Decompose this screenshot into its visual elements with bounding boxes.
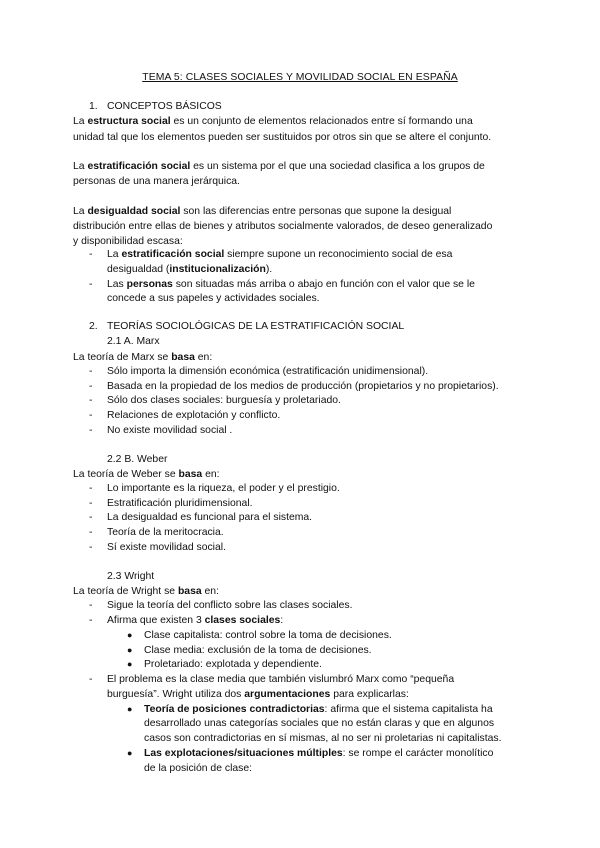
bullet-item: ● Proletariado: explotada y dependiente. (127, 659, 322, 670)
weber-intro: La teoría de Weber se basa en: (73, 469, 220, 480)
list-item: - El problema es la clase media que también vislumbró Marx como “pequeña (89, 674, 455, 685)
bullet-item-cont: de la posición de clase: (144, 763, 253, 774)
list-item-cont: burguesía”. Wright utiliza dos argumentaciones para explicarlas: (107, 689, 409, 700)
list-item: - La desigualdad es funcional para el sistema. (89, 512, 313, 523)
list-item: - Sólo importa la dimensión económica (estratificación unidimensional). (89, 366, 429, 377)
paragraph-desigualdad-cont: distribución entre ellas de bienes y atributos socialmente valorados, de deseo generalizado (73, 221, 493, 232)
list-item: - Relaciones de explotación y conflicto. (89, 410, 281, 421)
paragraph-estratificacion-cont: personas de una manera jerárquica. (73, 176, 240, 187)
subsection-weber: 2.2 B. Weber (107, 454, 168, 465)
marx-intro: La teoría de Marx se basa en: (73, 352, 213, 363)
list-item: - No existe movilidad social . (89, 425, 233, 436)
wright-intro: La teoría de Wright se basa en: (73, 586, 219, 597)
section-heading-1: 1. CONCEPTOS BÁSICOS (89, 101, 222, 112)
paragraph-estructura: La estructura social es un conjunto de elementos relacionados entre sí formando una (73, 116, 473, 127)
section-heading-2: 2. TEORÍAS SOCIOLÓGICAS DE LA ESTRATIFICACIÓN SOCIAL (89, 321, 405, 332)
list-item: - Sí existe movilidad social. (89, 542, 226, 553)
list-item: - Afirma que existen 3 clases sociales: (89, 615, 284, 626)
bullet-item-cont: desarrollado unas categorías sociales que no están claras y que en algunos (144, 718, 495, 729)
paragraph-estratificacion: La estratificación social es un sistema por el que una sociedad clasifica a los grupos de (73, 161, 485, 172)
subsection-wright: 2.3 Wright (107, 571, 155, 582)
list-item: - Teoría de la meritocracia. (89, 527, 224, 538)
bullet-item: ● Las explotaciones/situaciones múltiples: se rompe el carácter monolítico (127, 748, 494, 759)
paragraph-estructura-cont: unidad tal que los elementos pueden ser sustituidos por otros sin que se altere el conjunto. (73, 132, 492, 143)
list-item-cont: desigualdad (institucionalización). (107, 264, 273, 275)
list-item: - Basada en la propiedad de los medios de producción (propietarios y no propietarios). (89, 381, 499, 392)
paragraph-desigualdad: La desigualdad social son las diferencias entre personas que supone la desigual (73, 206, 452, 217)
list-item-cont: concede a sus papeles y actividades sociales. (107, 293, 320, 304)
list-item: - Sólo dos clases sociales: burguesía y proletariado. (89, 395, 341, 406)
bullet-item: ● Clase capitalista: control sobre la toma de decisiones. (127, 630, 392, 641)
list-item: - Sigue la teoría del conflicto sobre las clases sociales. (89, 600, 353, 611)
list-item: - La estratificación social siempre supone un reconocimiento social de esa (89, 249, 453, 260)
list-item: - Estratificación pluridimensional. (89, 498, 253, 509)
subsection-marx: 2.1 A. Marx (107, 336, 160, 347)
list-item: - Lo importante es la riqueza, el poder y el prestigio. (89, 483, 340, 494)
bullet-item: ● Clase media: exclusión de la toma de decisiones. (127, 645, 372, 656)
list-item: - Las personas son situadas más arriba o abajo en función con el valor que se le (89, 279, 475, 290)
document-title: TEMA 5: CLASES SOCIALES Y MOVILIDAD SOCIAL EN ESPAÑA (142, 72, 458, 83)
paragraph-desigualdad-cont: y disponibilidad escasa: (73, 236, 183, 247)
bullet-item: ● Teoría de posiciones contradictorias: afirma que el sistema capitalista ha (127, 704, 493, 715)
bullet-item-cont: casos son contradictorias en sí mismas, al no ser ni proletarias ni capitalistas. (144, 733, 502, 744)
